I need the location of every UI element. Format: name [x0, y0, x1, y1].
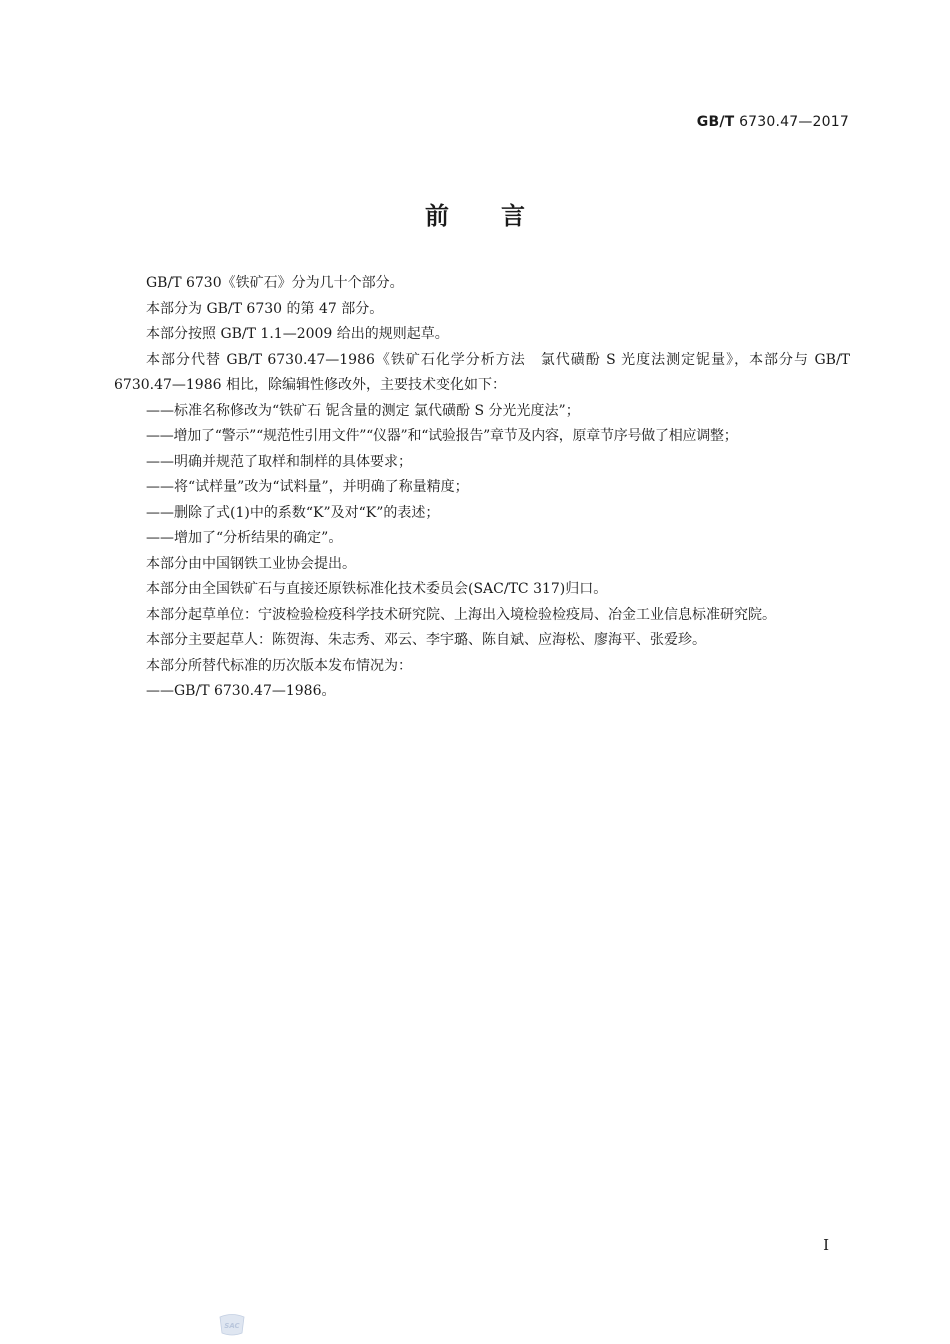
list-item: ——增加了“分析结果的确定”。 [146, 530, 343, 546]
list-item: ——将“试样量”改为“试料量”，并明确了称量精度； [146, 479, 469, 495]
page-number: I [823, 1236, 829, 1254]
list-item: ——删除了式(1)中的系数“K”及对“K”的表述； [146, 504, 440, 521]
paragraph: 本部分代替 GB/T 6730.47—1986《铁矿石化学分析方法 氯代磺酚 S 光度法测定铌量》，本部分与 GB/T 6730.47—1986 相比，除编辑性修改外，主要技术变化如下： [114, 351, 850, 393]
list-item: ——标准名称修改为“铁矿石 铌含量的测定 氯代磺酚 S 分光光度法”； [146, 402, 580, 419]
foreword-body [114, 271, 850, 705]
paragraph: 本部分所替代标准的历次版本发布情况为： [146, 657, 412, 674]
paragraph: 本部分为 GB/T 6730 的第 47 部分。 [146, 300, 384, 317]
list-item: ——GB/T 6730.47—1986。 [146, 683, 336, 699]
list-item: ——明确并规范了取样和制样的具体要求； [146, 453, 412, 470]
paragraph: 本部分主要起草人：陈贺海、朱志秀、邓云、李宇璐、陈自斌、应海松、廖海平、张爱珍。 [146, 632, 706, 648]
paragraph: GB/T 6730《铁矿石》分为几十个部分。 [146, 275, 404, 291]
standard-code: GB/T [696, 114, 735, 130]
sac-logo-icon [218, 1313, 246, 1337]
paragraph: 本部分由中国钢铁工业协会提出。 [146, 555, 356, 572]
page-title: 前言 [425, 202, 577, 230]
svg-text:SAC: SAC [224, 1322, 240, 1330]
paragraph: 本部分起草单位：宁波检验检疫科学技术研究院、上海出入境检验检疫局、冶金工业信息标准研究院。 [146, 606, 776, 623]
standard-number-value: 6730.47—2017 [739, 114, 849, 130]
list-item: ——增加了“警示”“规范性引用文件”“仪器”和“试验报告”章节及内容，原章节序号做了相应调整； [146, 428, 738, 444]
standard-number [697, 114, 849, 130]
paragraph: 本部分按照 GB/T 1.1—2009 给出的规则起草。 [146, 326, 449, 342]
paragraph: 本部分由全国铁矿石与直接还原铁标准化技术委员会(SAC/TC 317)归口。 [146, 581, 608, 597]
